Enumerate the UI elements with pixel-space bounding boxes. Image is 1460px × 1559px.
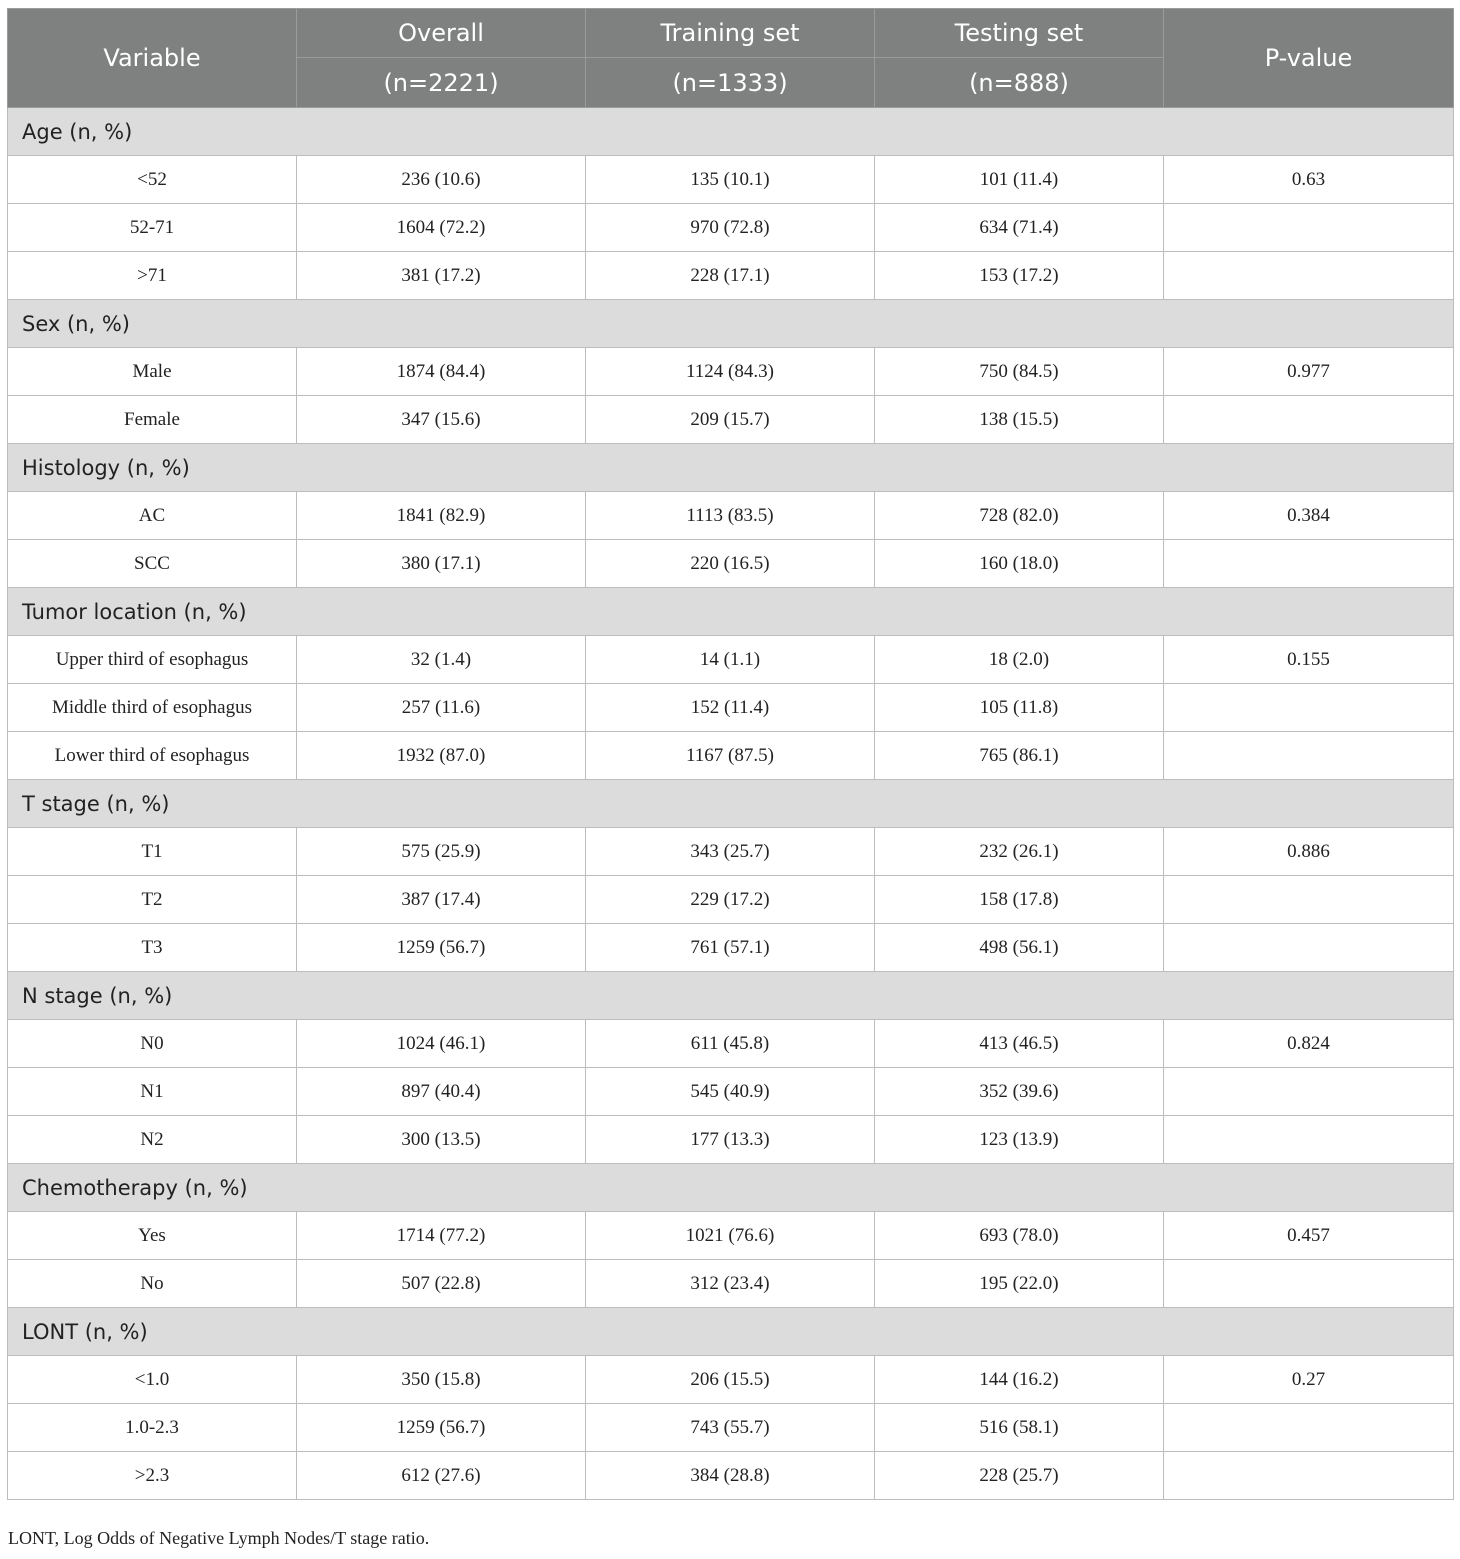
pvalue-cell [1164, 1404, 1454, 1452]
training-cell: 1113 (83.5) [586, 492, 875, 540]
overall-cell: 507 (22.8) [297, 1260, 586, 1308]
overall-cell: 1259 (56.7) [297, 1404, 586, 1452]
section-header-row [8, 108, 1454, 156]
row-label: >2.3 [8, 1452, 297, 1500]
training-cell: 1124 (84.3) [586, 348, 875, 396]
testing-cell: 413 (46.5) [875, 1020, 1164, 1068]
training-cell: 228 (17.1) [586, 252, 875, 300]
row-label: N2 [8, 1116, 297, 1164]
section-title: Histology (n, %) [8, 444, 1454, 492]
training-cell: 970 (72.8) [586, 204, 875, 252]
section-header-row [8, 444, 1454, 492]
table-row [8, 876, 1454, 924]
row-label: T1 [8, 828, 297, 876]
table-footnote: LONT, Log Odds of Negative Lymph Nodes/T stage ratio. [8, 1528, 430, 1548]
testing-cell: 153 (17.2) [875, 252, 1164, 300]
pvalue-cell: 0.384 [1164, 492, 1454, 540]
pvalue-cell [1164, 1116, 1454, 1164]
pvalue-cell [1164, 924, 1454, 972]
pvalue-cell [1164, 1260, 1454, 1308]
pvalue-cell [1164, 540, 1454, 588]
pvalue-cell: 0.155 [1164, 636, 1454, 684]
row-label: No [8, 1260, 297, 1308]
pvalue-cell [1164, 684, 1454, 732]
testing-cell: 18 (2.0) [875, 636, 1164, 684]
overall-cell: 1932 (87.0) [297, 732, 586, 780]
table-body [8, 108, 1454, 1500]
row-label: 1.0-2.3 [8, 1404, 297, 1452]
baseline-characteristics-table [7, 8, 1454, 1500]
training-cell: 384 (28.8) [586, 1452, 875, 1500]
training-cell: 545 (40.9) [586, 1068, 875, 1116]
table-row [8, 1404, 1454, 1452]
testing-cell: 232 (26.1) [875, 828, 1164, 876]
overall-cell: 1714 (77.2) [297, 1212, 586, 1260]
training-cell: 611 (45.8) [586, 1020, 875, 1068]
overall-cell: 380 (17.1) [297, 540, 586, 588]
testing-cell: 160 (18.0) [875, 540, 1164, 588]
row-label: Upper third of esophagus [8, 636, 297, 684]
testing-cell: 105 (11.8) [875, 684, 1164, 732]
pvalue-cell [1164, 732, 1454, 780]
table-header [8, 9, 1454, 108]
row-label: <1.0 [8, 1356, 297, 1404]
testing-cell: 138 (15.5) [875, 396, 1164, 444]
table-row [8, 732, 1454, 780]
overall-cell: 381 (17.2) [297, 252, 586, 300]
overall-cell: 1841 (82.9) [297, 492, 586, 540]
row-label: T2 [8, 876, 297, 924]
table-row [8, 252, 1454, 300]
training-cell: 312 (23.4) [586, 1260, 875, 1308]
table-row [8, 828, 1454, 876]
overall-cell: 257 (11.6) [297, 684, 586, 732]
table-row [8, 684, 1454, 732]
row-label: Lower third of esophagus [8, 732, 297, 780]
table-row [8, 1020, 1454, 1068]
table-row [8, 924, 1454, 972]
pvalue-cell: 0.457 [1164, 1212, 1454, 1260]
row-label: Male [8, 348, 297, 396]
col-header-variable: Variable [8, 9, 297, 108]
training-cell: 209 (15.7) [586, 396, 875, 444]
col-header-training: Training set [586, 9, 875, 58]
training-cell: 761 (57.1) [586, 924, 875, 972]
section-title: Age (n, %) [8, 108, 1454, 156]
section-header-row [8, 1164, 1454, 1212]
overall-cell: 387 (17.4) [297, 876, 586, 924]
pvalue-cell [1164, 1452, 1454, 1500]
row-label: <52 [8, 156, 297, 204]
pvalue-cell: 0.886 [1164, 828, 1454, 876]
testing-cell: 352 (39.6) [875, 1068, 1164, 1116]
section-title: Tumor location (n, %) [8, 588, 1454, 636]
section-header-row [8, 300, 1454, 348]
testing-cell: 101 (11.4) [875, 156, 1164, 204]
section-title: Sex (n, %) [8, 300, 1454, 348]
row-label: Middle third of esophagus [8, 684, 297, 732]
table-row [8, 1260, 1454, 1308]
testing-cell: 728 (82.0) [875, 492, 1164, 540]
overall-cell: 1874 (84.4) [297, 348, 586, 396]
row-label: T3 [8, 924, 297, 972]
training-cell: 14 (1.1) [586, 636, 875, 684]
section-title: Chemotherapy (n, %) [8, 1164, 1454, 1212]
training-cell: 135 (10.1) [586, 156, 875, 204]
overall-cell: 612 (27.6) [297, 1452, 586, 1500]
pvalue-cell: 0.27 [1164, 1356, 1454, 1404]
testing-cell: 498 (56.1) [875, 924, 1164, 972]
pvalue-cell: 0.977 [1164, 348, 1454, 396]
pvalue-cell: 0.63 [1164, 156, 1454, 204]
training-cell: 1021 (76.6) [586, 1212, 875, 1260]
table-row [8, 1212, 1454, 1260]
section-title: LONT (n, %) [8, 1308, 1454, 1356]
row-label: N1 [8, 1068, 297, 1116]
overall-cell: 347 (15.6) [297, 396, 586, 444]
pvalue-cell [1164, 204, 1454, 252]
section-title: T stage (n, %) [8, 780, 1454, 828]
training-cell: 206 (15.5) [586, 1356, 875, 1404]
overall-cell: 236 (10.6) [297, 156, 586, 204]
overall-cell: 32 (1.4) [297, 636, 586, 684]
table-row [8, 348, 1454, 396]
training-cell: 177 (13.3) [586, 1116, 875, 1164]
testing-cell: 516 (58.1) [875, 1404, 1164, 1452]
overall-cell: 300 (13.5) [297, 1116, 586, 1164]
training-cell: 743 (55.7) [586, 1404, 875, 1452]
col-header-testing: Testing set [875, 9, 1164, 58]
overall-cell: 897 (40.4) [297, 1068, 586, 1116]
testing-cell: 123 (13.9) [875, 1116, 1164, 1164]
testing-cell: 693 (78.0) [875, 1212, 1164, 1260]
table-row [8, 1116, 1454, 1164]
testing-cell: 195 (22.0) [875, 1260, 1164, 1308]
training-cell: 229 (17.2) [586, 876, 875, 924]
section-header-row [8, 1308, 1454, 1356]
overall-cell: 575 (25.9) [297, 828, 586, 876]
training-cell: 152 (11.4) [586, 684, 875, 732]
pvalue-cell [1164, 252, 1454, 300]
row-label: 52-71 [8, 204, 297, 252]
table-row [8, 1068, 1454, 1116]
pvalue-cell [1164, 396, 1454, 444]
training-cell: 220 (16.5) [586, 540, 875, 588]
col-header-training-n: (n=1333) [586, 58, 875, 108]
table-row [8, 156, 1454, 204]
row-label: Female [8, 396, 297, 444]
section-header-row [8, 588, 1454, 636]
row-label: AC [8, 492, 297, 540]
section-title: N stage (n, %) [8, 972, 1454, 1020]
col-header-pvalue: P-value [1164, 9, 1454, 108]
table-row [8, 396, 1454, 444]
testing-cell: 634 (71.4) [875, 204, 1164, 252]
col-header-testing-n: (n=888) [875, 58, 1164, 108]
pvalue-cell [1164, 876, 1454, 924]
table-row [8, 1452, 1454, 1500]
table-row [8, 492, 1454, 540]
testing-cell: 158 (17.8) [875, 876, 1164, 924]
table-row [8, 1356, 1454, 1404]
testing-cell: 228 (25.7) [875, 1452, 1164, 1500]
pvalue-cell [1164, 1068, 1454, 1116]
table-row [8, 540, 1454, 588]
row-label: N0 [8, 1020, 297, 1068]
section-header-row [8, 780, 1454, 828]
section-header-row [8, 972, 1454, 1020]
col-header-overall-n: (n=2221) [297, 58, 586, 108]
pvalue-cell: 0.824 [1164, 1020, 1454, 1068]
row-label: Yes [8, 1212, 297, 1260]
overall-cell: 350 (15.8) [297, 1356, 586, 1404]
row-label: SCC [8, 540, 297, 588]
training-cell: 343 (25.7) [586, 828, 875, 876]
table-row [8, 204, 1454, 252]
table-row [8, 636, 1454, 684]
testing-cell: 144 (16.2) [875, 1356, 1164, 1404]
testing-cell: 750 (84.5) [875, 348, 1164, 396]
testing-cell: 765 (86.1) [875, 732, 1164, 780]
overall-cell: 1604 (72.2) [297, 204, 586, 252]
overall-cell: 1024 (46.1) [297, 1020, 586, 1068]
training-cell: 1167 (87.5) [586, 732, 875, 780]
row-label: >71 [8, 252, 297, 300]
col-header-overall: Overall [297, 9, 586, 58]
overall-cell: 1259 (56.7) [297, 924, 586, 972]
